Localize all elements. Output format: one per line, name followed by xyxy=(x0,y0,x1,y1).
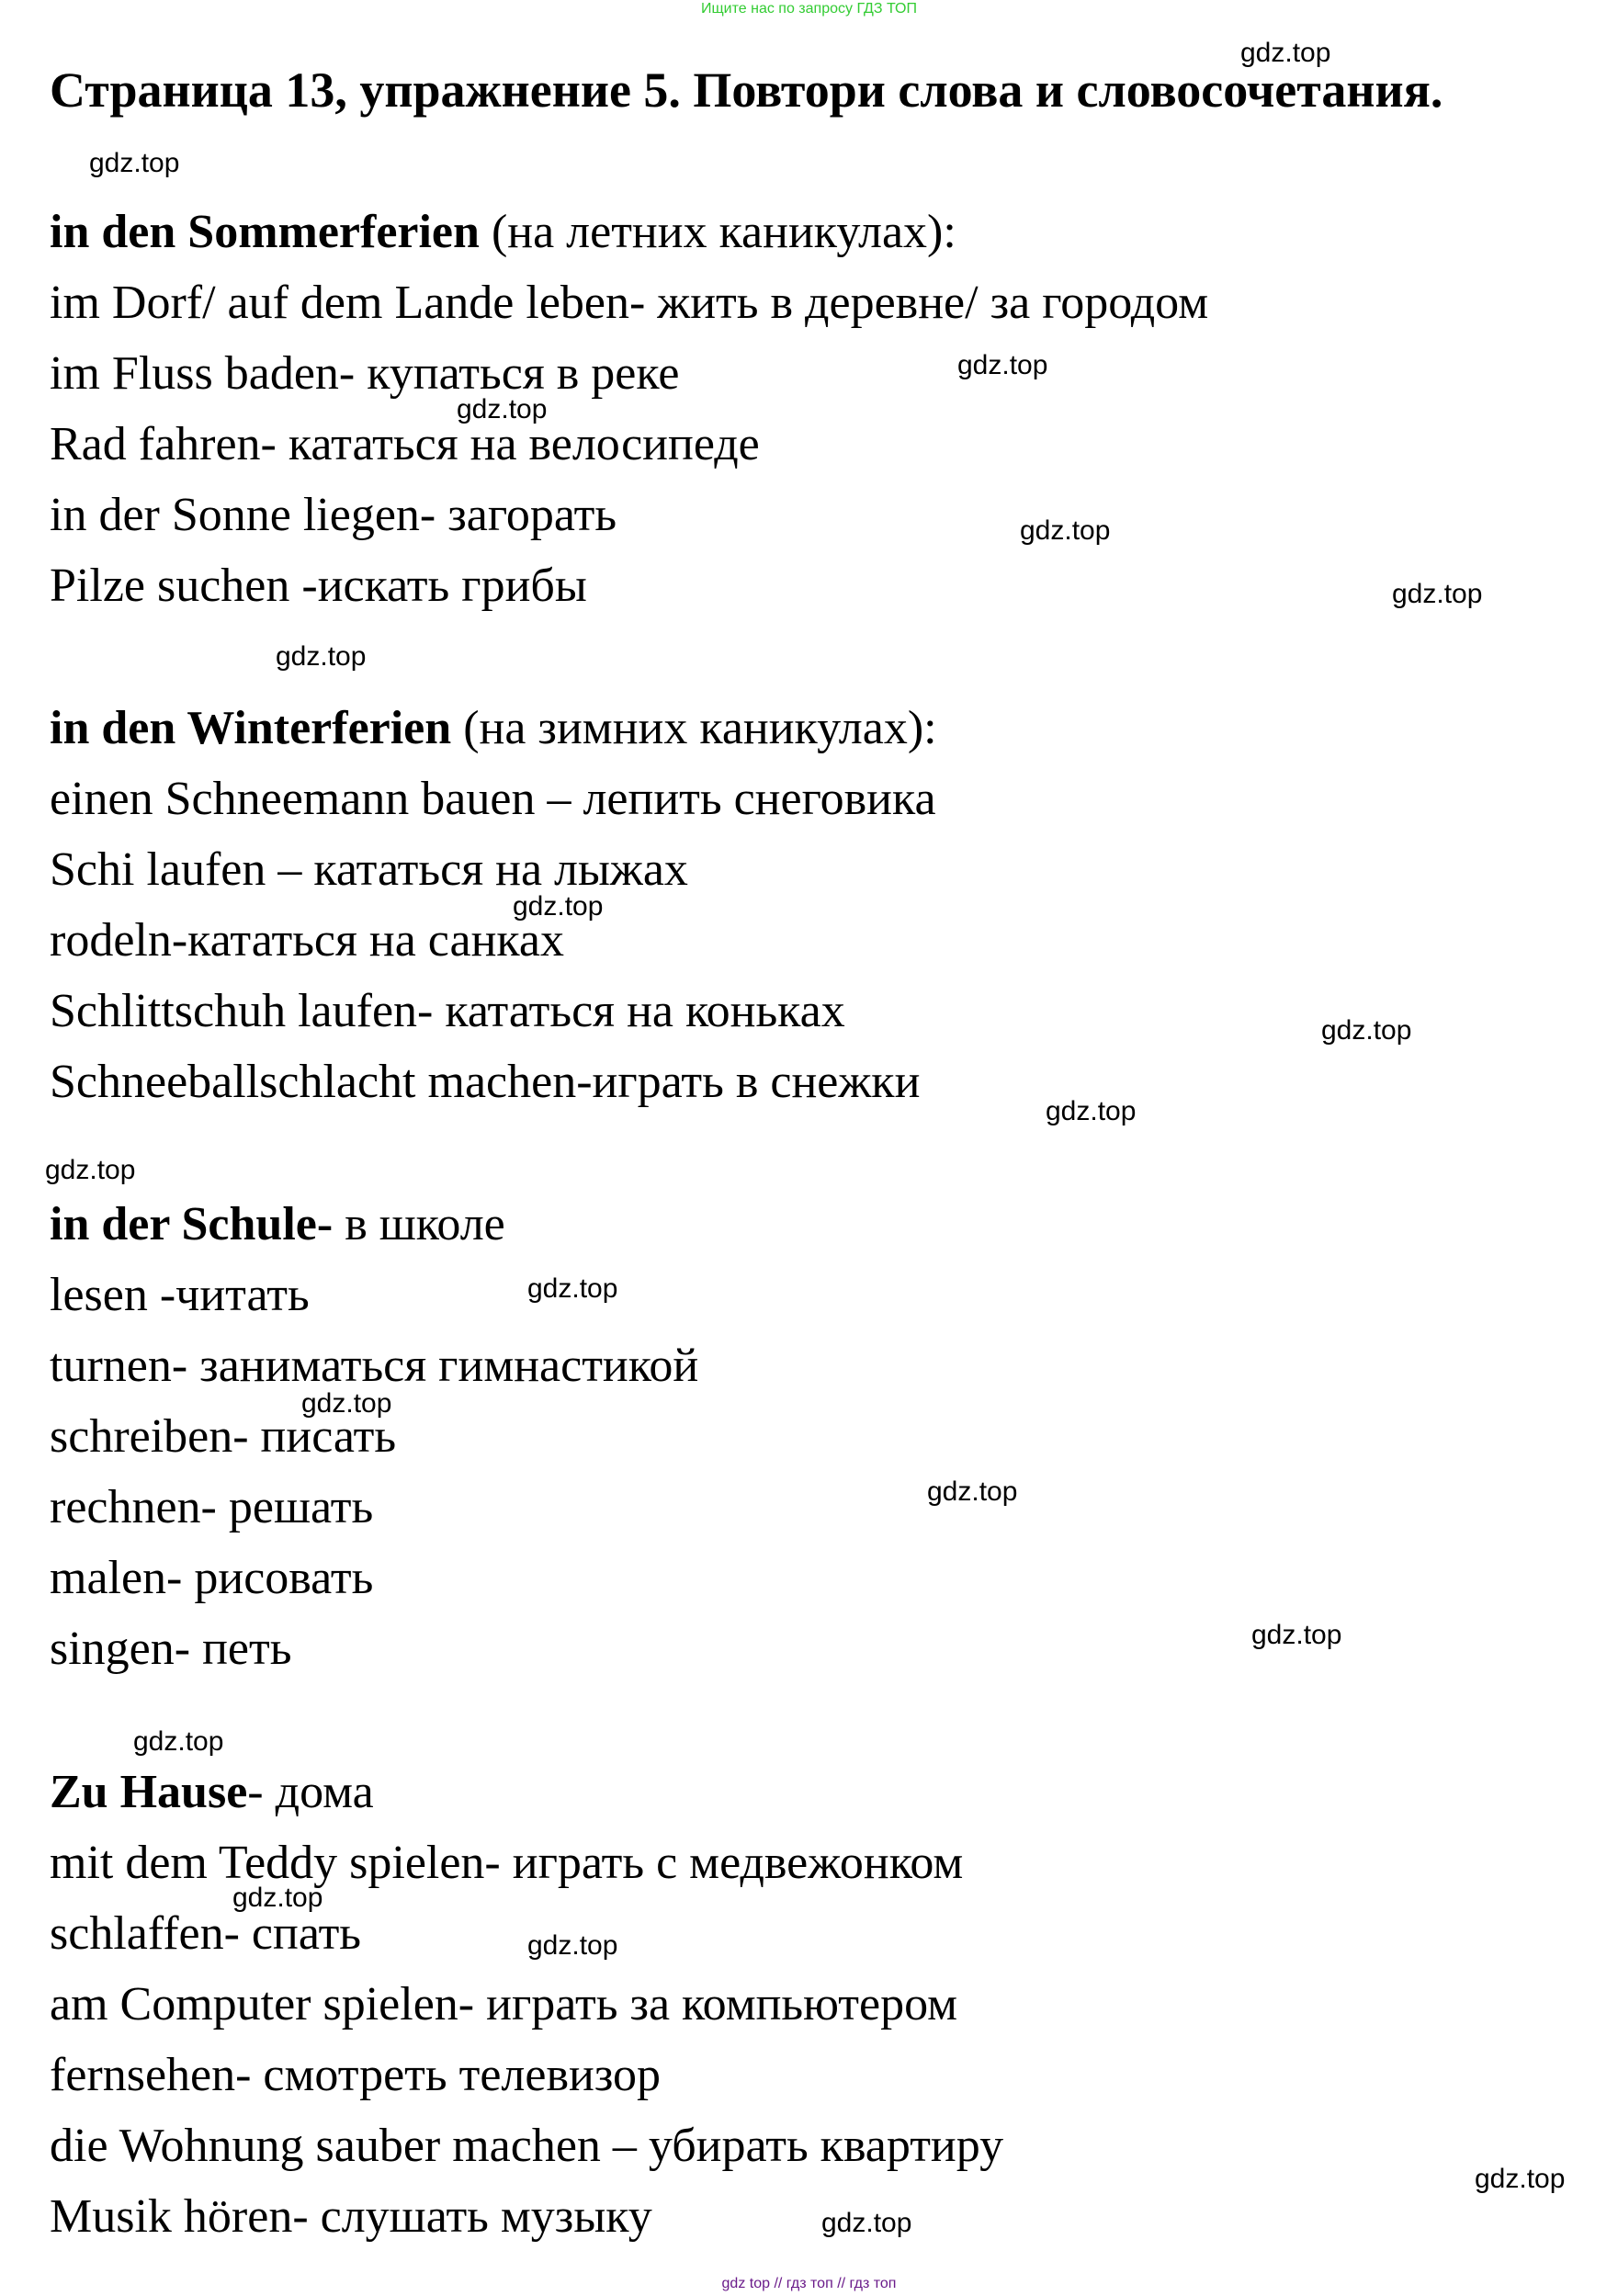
list-item: Musik hören- слушать музыку xyxy=(50,2190,652,2243)
list-item: im Fluss baden- купаться в реке xyxy=(50,347,680,400)
list-item: rechnen- решать xyxy=(50,1481,374,1533)
watermark: gdz.top xyxy=(1046,1096,1137,1126)
list-item: singen- петь xyxy=(50,1623,292,1675)
list-item: am Computer spielen- играть за компьютером xyxy=(50,1978,958,2030)
list-item: fernsehen- смотреть телевизор xyxy=(50,2049,662,2101)
watermark: gdz.top xyxy=(527,1273,618,1304)
watermark: gdz.top xyxy=(1321,1015,1412,1046)
watermark: gdz.top xyxy=(1251,1620,1342,1650)
watermark: gdz.top xyxy=(527,1930,618,1961)
watermark: gdz.top xyxy=(821,2208,912,2238)
footer: gdz top // гдз топ // гдз топ xyxy=(721,2276,897,2291)
list-item: Schlittschuh laufen- кататься на коньках xyxy=(50,985,845,1037)
list-item: turnen- заниматься гимнастикой xyxy=(50,1340,699,1392)
watermark: gdz.top xyxy=(133,1726,224,1757)
list-item: schlaffen- спать xyxy=(50,1907,362,1960)
watermark: gdz.top xyxy=(1392,579,1483,609)
watermark: gdz.top xyxy=(301,1388,392,1419)
list-item: im Dorf/ auf dem Lande leben- жить в деревне/ за городом xyxy=(50,277,1209,329)
watermark: gdz.top xyxy=(927,1476,1018,1507)
section-heading-home xyxy=(50,1764,374,1821)
watermark: gdz.top xyxy=(1020,515,1111,546)
list-item: Pilze suchen -искать грибы xyxy=(50,560,587,612)
watermark: gdz.top xyxy=(45,1155,136,1185)
list-item: rodeln-кататься на санках xyxy=(50,914,564,967)
watermark: gdz.top xyxy=(1475,2164,1566,2194)
list-item: einen Schneemann bauen – лепить снеговика xyxy=(50,773,936,825)
heading-rest: (на зимних каникулах): xyxy=(451,702,937,754)
page-title: Страница 13, упражнение 5. Повтори слова и словосочетания. xyxy=(50,62,1443,118)
watermark: gdz.top xyxy=(89,148,180,178)
heading-bold: in der Schule- xyxy=(50,1198,334,1250)
list-item: in der Sonne liegen- загорать xyxy=(50,489,617,541)
watermark: gdz.top xyxy=(276,641,367,672)
watermark: gdz.top xyxy=(457,394,548,424)
list-item: Rad fahren- кататься на велосипеде xyxy=(50,418,760,470)
section-heading-school xyxy=(50,1196,505,1253)
section-heading-winter xyxy=(50,700,937,757)
list-item: Schneeballschlacht machen-играть в снежки xyxy=(50,1056,921,1108)
watermark: gdz.top xyxy=(513,891,604,922)
list-item: schreiben- писать xyxy=(50,1410,397,1463)
heading-rest: в школе xyxy=(333,1198,505,1250)
watermark: gdz.top xyxy=(232,1883,323,1913)
list-item: malen- рисовать xyxy=(50,1552,374,1604)
heading-rest: (на летних каникулах): xyxy=(479,206,956,258)
list-item: Schi laufen – кататься на лыжах xyxy=(50,843,688,896)
section-heading-summer xyxy=(50,204,956,261)
list-item: lesen -читать xyxy=(50,1269,310,1321)
top-banner: Ищите нас по запросу ГДЗ ТОП xyxy=(701,1,917,17)
watermark: gdz.top xyxy=(957,350,1048,380)
watermark: gdz.top xyxy=(1240,38,1331,68)
list-item: mit dem Teddy spielen- играть с медвежонком xyxy=(50,1837,964,1889)
heading-bold: in den Sommerferien xyxy=(50,206,480,258)
heading-rest: - дома xyxy=(247,1766,374,1818)
heading-bold: in den Winterferien xyxy=(50,702,452,754)
list-item: die Wohnung sauber machen – убирать квартиру xyxy=(50,2120,1004,2172)
heading-bold: Zu Hause xyxy=(50,1766,248,1818)
